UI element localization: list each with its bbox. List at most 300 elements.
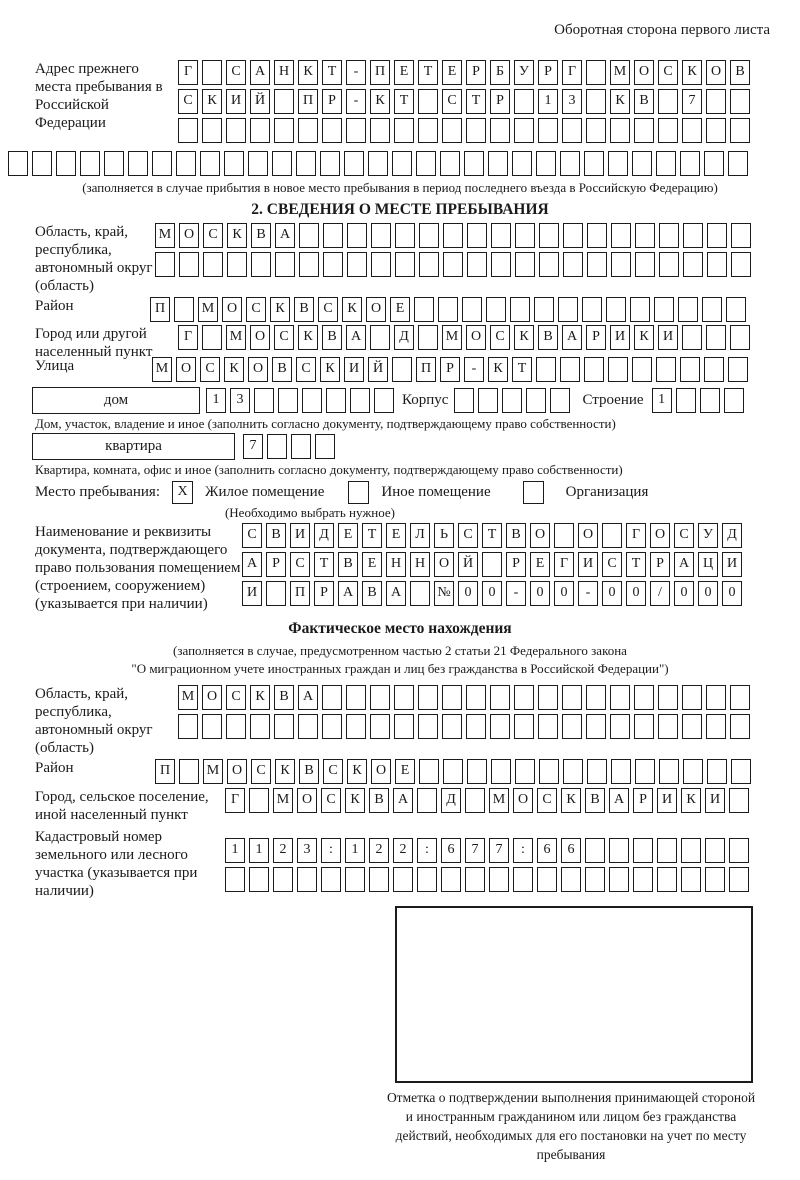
char-cell[interactable] xyxy=(443,252,463,277)
char-cell[interactable] xyxy=(274,118,294,143)
char-cell[interactable] xyxy=(730,89,750,114)
char-cell[interactable]: А xyxy=(609,788,629,813)
char-cell[interactable]: И xyxy=(705,788,725,813)
char-cell[interactable]: Д xyxy=(441,788,461,813)
char-cell[interactable] xyxy=(224,151,244,176)
char-cell[interactable] xyxy=(482,552,502,577)
char-cell[interactable]: А xyxy=(275,223,295,248)
char-cell[interactable]: В xyxy=(299,759,319,784)
char-cell[interactable]: А xyxy=(298,685,318,710)
char-cell[interactable]: И xyxy=(658,325,678,350)
char-cell[interactable]: 2 xyxy=(369,838,389,863)
char-cell[interactable]: С xyxy=(242,523,262,548)
char-cell[interactable] xyxy=(608,151,628,176)
char-cell[interactable] xyxy=(634,118,654,143)
char-cell[interactable]: Д xyxy=(722,523,742,548)
char-cell[interactable]: О xyxy=(297,788,317,813)
char-cell[interactable]: Е xyxy=(362,552,382,577)
char-cell[interactable] xyxy=(512,151,532,176)
char-cell[interactable] xyxy=(297,867,317,892)
char-cell[interactable]: 2 xyxy=(273,838,293,863)
char-cell[interactable]: М xyxy=(178,685,198,710)
char-cell[interactable] xyxy=(730,118,750,143)
char-cell[interactable]: 1 xyxy=(652,388,672,413)
char-cell[interactable] xyxy=(656,357,676,382)
cadastral-row-1[interactable] xyxy=(225,838,753,863)
char-cell[interactable]: К xyxy=(224,357,244,382)
char-cell[interactable]: К xyxy=(488,357,508,382)
char-cell[interactable] xyxy=(515,759,535,784)
char-cell[interactable] xyxy=(176,151,196,176)
char-cell[interactable]: С xyxy=(658,60,678,85)
char-cell[interactable] xyxy=(706,325,726,350)
char-cell[interactable]: С xyxy=(602,552,622,577)
char-cell[interactable] xyxy=(465,867,485,892)
char-cell[interactable]: В xyxy=(362,581,382,606)
char-cell[interactable]: Г xyxy=(225,788,245,813)
char-cell[interactable] xyxy=(536,151,556,176)
char-cell[interactable]: М xyxy=(610,60,630,85)
char-cell[interactable] xyxy=(538,685,558,710)
char-cell[interactable]: Т xyxy=(322,60,342,85)
char-cell[interactable] xyxy=(418,325,438,350)
char-cell[interactable]: М xyxy=(203,759,223,784)
char-cell[interactable]: Н xyxy=(386,552,406,577)
char-cell[interactable]: 6 xyxy=(537,838,557,863)
char-cell[interactable]: О xyxy=(179,223,199,248)
char-cell[interactable] xyxy=(680,357,700,382)
char-cell[interactable] xyxy=(656,151,676,176)
char-cell[interactable] xyxy=(200,151,220,176)
char-cell[interactable]: Р xyxy=(650,552,670,577)
char-cell[interactable] xyxy=(467,759,487,784)
char-cell[interactable]: 7 xyxy=(465,838,485,863)
char-cell[interactable] xyxy=(466,118,486,143)
char-cell[interactable]: 0 xyxy=(554,581,574,606)
char-cell[interactable] xyxy=(418,118,438,143)
char-cell[interactable]: С xyxy=(318,297,338,322)
char-cell[interactable]: О xyxy=(227,759,247,784)
char-cell[interactable] xyxy=(706,685,726,710)
char-cell[interactable]: О xyxy=(650,523,670,548)
char-cell[interactable] xyxy=(370,685,390,710)
char-cell[interactable] xyxy=(419,252,439,277)
char-cell[interactable]: С xyxy=(458,523,478,548)
char-cell[interactable] xyxy=(323,252,343,277)
char-cell[interactable]: А xyxy=(386,581,406,606)
char-cell[interactable] xyxy=(462,297,482,322)
char-cell[interactable] xyxy=(418,714,438,739)
char-cell[interactable] xyxy=(681,838,701,863)
char-cell[interactable]: С xyxy=(674,523,694,548)
char-cell[interactable]: О xyxy=(634,60,654,85)
char-cell[interactable] xyxy=(80,151,100,176)
char-cell[interactable]: Е xyxy=(530,552,550,577)
char-cell[interactable] xyxy=(682,685,702,710)
char-cell[interactable]: С xyxy=(178,89,198,114)
char-cell[interactable] xyxy=(454,388,474,413)
char-cell[interactable] xyxy=(728,357,748,382)
char-cell[interactable]: К xyxy=(320,357,340,382)
char-cell[interactable]: А xyxy=(393,788,413,813)
street-row[interactable] xyxy=(152,357,752,382)
char-cell[interactable] xyxy=(683,759,703,784)
char-cell[interactable] xyxy=(272,151,292,176)
char-cell[interactable] xyxy=(254,388,274,413)
char-cell[interactable]: О xyxy=(176,357,196,382)
char-cell[interactable] xyxy=(441,867,461,892)
char-cell[interactable] xyxy=(225,867,245,892)
char-cell[interactable]: 0 xyxy=(722,581,742,606)
char-cell[interactable] xyxy=(299,252,319,277)
char-cell[interactable]: И xyxy=(290,523,310,548)
char-cell[interactable]: 3 xyxy=(297,838,317,863)
char-cell[interactable] xyxy=(374,388,394,413)
char-cell[interactable]: - xyxy=(464,357,484,382)
char-cell[interactable] xyxy=(371,252,391,277)
char-cell[interactable] xyxy=(562,685,582,710)
char-cell[interactable]: С xyxy=(321,788,341,813)
char-cell[interactable]: - xyxy=(506,581,526,606)
char-cell[interactable]: 1 xyxy=(249,838,269,863)
char-cell[interactable] xyxy=(587,252,607,277)
char-cell[interactable] xyxy=(633,838,653,863)
char-cell[interactable] xyxy=(395,223,415,248)
char-cell[interactable] xyxy=(683,252,703,277)
char-cell[interactable]: О xyxy=(202,685,222,710)
char-cell[interactable]: М xyxy=(198,297,218,322)
char-cell[interactable] xyxy=(315,434,335,459)
char-cell[interactable] xyxy=(586,118,606,143)
char-cell[interactable] xyxy=(705,838,725,863)
char-cell[interactable] xyxy=(514,685,534,710)
char-cell[interactable] xyxy=(478,388,498,413)
char-cell[interactable] xyxy=(418,89,438,114)
char-cell[interactable] xyxy=(104,151,124,176)
char-cell[interactable] xyxy=(278,388,298,413)
char-cell[interactable] xyxy=(370,325,390,350)
char-cell[interactable] xyxy=(273,867,293,892)
actual-city-row[interactable] xyxy=(225,788,753,813)
char-cell[interactable] xyxy=(202,118,222,143)
char-cell[interactable]: К xyxy=(347,759,367,784)
char-cell[interactable] xyxy=(326,388,346,413)
char-cell[interactable]: М xyxy=(226,325,246,350)
char-cell[interactable] xyxy=(634,714,654,739)
char-cell[interactable]: К xyxy=(227,223,247,248)
char-cell[interactable]: С xyxy=(274,325,294,350)
prev-address-row-2[interactable] xyxy=(178,89,754,114)
char-cell[interactable] xyxy=(491,223,511,248)
char-cell[interactable] xyxy=(706,714,726,739)
char-cell[interactable] xyxy=(610,685,630,710)
char-cell[interactable] xyxy=(515,252,535,277)
char-cell[interactable] xyxy=(582,297,602,322)
char-cell[interactable] xyxy=(726,297,746,322)
char-cell[interactable] xyxy=(174,297,194,322)
char-cell[interactable] xyxy=(585,867,605,892)
char-cell[interactable] xyxy=(562,118,582,143)
char-cell[interactable] xyxy=(248,151,268,176)
char-cell[interactable] xyxy=(490,714,510,739)
char-cell[interactable] xyxy=(227,252,247,277)
char-cell[interactable] xyxy=(586,685,606,710)
char-cell[interactable] xyxy=(346,118,366,143)
char-cell[interactable]: О xyxy=(222,297,242,322)
char-cell[interactable] xyxy=(291,434,311,459)
char-cell[interactable]: И xyxy=(344,357,364,382)
char-cell[interactable]: В xyxy=(538,325,558,350)
char-cell[interactable]: Р xyxy=(506,552,526,577)
char-cell[interactable]: И xyxy=(242,581,262,606)
char-cell[interactable] xyxy=(443,759,463,784)
char-cell[interactable]: У xyxy=(698,523,718,548)
city-row[interactable] xyxy=(178,325,754,350)
char-cell[interactable] xyxy=(251,252,271,277)
char-cell[interactable] xyxy=(514,118,534,143)
char-cell[interactable] xyxy=(321,867,341,892)
char-cell[interactable]: У xyxy=(514,60,534,85)
char-cell[interactable] xyxy=(658,89,678,114)
char-cell[interactable] xyxy=(536,357,556,382)
char-cell[interactable]: Ц xyxy=(698,552,718,577)
char-cell[interactable] xyxy=(442,714,462,739)
char-cell[interactable]: 0 xyxy=(482,581,502,606)
char-cell[interactable]: Г xyxy=(562,60,582,85)
char-cell[interactable] xyxy=(368,151,388,176)
char-cell[interactable] xyxy=(729,838,749,863)
char-cell[interactable] xyxy=(250,118,270,143)
char-cell[interactable] xyxy=(534,297,554,322)
char-cell[interactable] xyxy=(514,89,534,114)
char-cell[interactable] xyxy=(515,223,535,248)
char-cell[interactable] xyxy=(539,223,559,248)
char-cell[interactable] xyxy=(322,714,342,739)
region-row-1[interactable] xyxy=(155,223,755,248)
char-cell[interactable]: О xyxy=(578,523,598,548)
char-cell[interactable] xyxy=(350,388,370,413)
char-cell[interactable]: № xyxy=(434,581,454,606)
char-cell[interactable] xyxy=(731,252,751,277)
char-cell[interactable] xyxy=(730,714,750,739)
char-cell[interactable] xyxy=(179,252,199,277)
char-cell[interactable]: 6 xyxy=(441,838,461,863)
char-cell[interactable]: К xyxy=(275,759,295,784)
char-cell[interactable] xyxy=(632,357,652,382)
char-cell[interactable] xyxy=(8,151,28,176)
char-cell[interactable]: : xyxy=(321,838,341,863)
char-cell[interactable] xyxy=(345,867,365,892)
char-cell[interactable]: - xyxy=(578,581,598,606)
char-cell[interactable]: 1 xyxy=(538,89,558,114)
region-row-2[interactable] xyxy=(155,252,755,277)
char-cell[interactable]: И xyxy=(578,552,598,577)
char-cell[interactable] xyxy=(178,714,198,739)
char-cell[interactable] xyxy=(706,118,726,143)
char-cell[interactable]: Т xyxy=(418,60,438,85)
char-cell[interactable]: С xyxy=(490,325,510,350)
char-cell[interactable]: К xyxy=(514,325,534,350)
char-cell[interactable] xyxy=(155,252,175,277)
char-cell[interactable] xyxy=(346,685,366,710)
char-cell[interactable] xyxy=(491,252,511,277)
char-cell[interactable] xyxy=(298,118,318,143)
char-cell[interactable]: 7 xyxy=(489,838,509,863)
char-cell[interactable] xyxy=(563,759,583,784)
char-cell[interactable] xyxy=(369,867,389,892)
char-cell[interactable] xyxy=(417,788,437,813)
char-cell[interactable]: Д xyxy=(394,325,414,350)
char-cell[interactable] xyxy=(466,714,486,739)
char-cell[interactable] xyxy=(602,523,622,548)
char-cell[interactable]: М xyxy=(489,788,509,813)
char-cell[interactable] xyxy=(586,714,606,739)
char-cell[interactable] xyxy=(419,223,439,248)
char-cell[interactable] xyxy=(700,388,720,413)
char-cell[interactable]: И xyxy=(722,552,742,577)
char-cell[interactable] xyxy=(347,223,367,248)
char-cell[interactable]: Е xyxy=(386,523,406,548)
char-cell[interactable] xyxy=(440,151,460,176)
char-cell[interactable] xyxy=(302,388,322,413)
cadastral-row-2[interactable] xyxy=(225,867,753,892)
char-cell[interactable]: 7 xyxy=(243,434,263,459)
char-cell[interactable] xyxy=(539,759,559,784)
char-cell[interactable] xyxy=(202,714,222,739)
char-cell[interactable] xyxy=(609,838,629,863)
char-cell[interactable]: Б xyxy=(490,60,510,85)
char-cell[interactable]: Т xyxy=(482,523,502,548)
char-cell[interactable]: 1 xyxy=(206,388,226,413)
char-cell[interactable]: Е xyxy=(338,523,358,548)
char-cell[interactable]: К xyxy=(370,89,390,114)
char-cell[interactable] xyxy=(414,297,434,322)
char-cell[interactable]: К xyxy=(298,325,318,350)
char-cell[interactable]: Е xyxy=(394,60,414,85)
char-cell[interactable] xyxy=(554,523,574,548)
char-cell[interactable]: О xyxy=(530,523,550,548)
char-cell[interactable] xyxy=(514,714,534,739)
char-cell[interactable] xyxy=(394,685,414,710)
char-cell[interactable]: Р xyxy=(266,552,286,577)
char-cell[interactable]: Р xyxy=(322,89,342,114)
char-cell[interactable]: А xyxy=(562,325,582,350)
char-cell[interactable] xyxy=(466,685,486,710)
char-cell[interactable]: П xyxy=(298,89,318,114)
char-cell[interactable] xyxy=(323,223,343,248)
char-cell[interactable] xyxy=(322,118,342,143)
char-cell[interactable]: В xyxy=(266,523,286,548)
char-cell[interactable] xyxy=(250,714,270,739)
char-cell[interactable] xyxy=(611,252,631,277)
char-cell[interactable]: В xyxy=(272,357,292,382)
char-cell[interactable] xyxy=(394,714,414,739)
char-cell[interactable] xyxy=(489,867,509,892)
char-cell[interactable] xyxy=(635,759,655,784)
char-cell[interactable] xyxy=(730,685,750,710)
stroenie-row[interactable] xyxy=(652,388,748,413)
char-cell[interactable] xyxy=(486,297,506,322)
char-cell[interactable] xyxy=(584,357,604,382)
char-cell[interactable]: Т xyxy=(362,523,382,548)
char-cell[interactable] xyxy=(179,759,199,784)
organization-checkbox[interactable] xyxy=(523,481,544,504)
document-row-2[interactable] xyxy=(242,552,746,577)
char-cell[interactable]: К xyxy=(250,685,270,710)
char-cell[interactable]: - xyxy=(346,89,366,114)
char-cell[interactable]: Д xyxy=(314,523,334,548)
char-cell[interactable] xyxy=(680,151,700,176)
char-cell[interactable] xyxy=(490,685,510,710)
char-cell[interactable]: О xyxy=(466,325,486,350)
char-cell[interactable]: И xyxy=(657,788,677,813)
char-cell[interactable]: В xyxy=(294,297,314,322)
char-cell[interactable] xyxy=(707,223,727,248)
char-cell[interactable]: И xyxy=(610,325,630,350)
char-cell[interactable] xyxy=(730,325,750,350)
char-cell[interactable]: Р xyxy=(633,788,653,813)
char-cell[interactable]: С xyxy=(537,788,557,813)
char-cell[interactable] xyxy=(371,223,391,248)
char-cell[interactable] xyxy=(611,223,631,248)
char-cell[interactable]: В xyxy=(274,685,294,710)
char-cell[interactable]: О xyxy=(250,325,270,350)
char-cell[interactable] xyxy=(558,297,578,322)
char-cell[interactable] xyxy=(128,151,148,176)
char-cell[interactable] xyxy=(298,714,318,739)
char-cell[interactable]: Р xyxy=(440,357,460,382)
prev-address-row-1[interactable] xyxy=(178,60,754,85)
char-cell[interactable]: Й xyxy=(368,357,388,382)
char-cell[interactable]: Ь xyxy=(434,523,454,548)
char-cell[interactable] xyxy=(320,151,340,176)
char-cell[interactable] xyxy=(537,867,557,892)
document-row-3[interactable] xyxy=(242,581,746,606)
char-cell[interactable] xyxy=(370,714,390,739)
char-cell[interactable]: О xyxy=(706,60,726,85)
char-cell[interactable]: Р xyxy=(490,89,510,114)
char-cell[interactable]: В xyxy=(322,325,342,350)
char-cell[interactable]: 7 xyxy=(682,89,702,114)
char-cell[interactable]: Т xyxy=(626,552,646,577)
char-cell[interactable] xyxy=(658,714,678,739)
char-cell[interactable] xyxy=(702,297,722,322)
char-cell[interactable] xyxy=(410,581,430,606)
char-cell[interactable] xyxy=(418,685,438,710)
char-cell[interactable] xyxy=(249,867,269,892)
char-cell[interactable] xyxy=(419,759,439,784)
char-cell[interactable] xyxy=(635,252,655,277)
char-cell[interactable]: Г xyxy=(178,325,198,350)
char-cell[interactable]: К xyxy=(345,788,365,813)
house-type-box[interactable]: дом xyxy=(32,387,200,414)
char-cell[interactable]: М xyxy=(152,357,172,382)
char-cell[interactable] xyxy=(658,685,678,710)
char-cell[interactable] xyxy=(609,867,629,892)
char-cell[interactable] xyxy=(226,118,246,143)
char-cell[interactable]: С xyxy=(251,759,271,784)
char-cell[interactable]: С xyxy=(290,552,310,577)
char-cell[interactable]: Т xyxy=(314,552,334,577)
char-cell[interactable] xyxy=(608,357,628,382)
actual-district-row[interactable] xyxy=(155,759,755,784)
char-cell[interactable]: О xyxy=(248,357,268,382)
char-cell[interactable]: К xyxy=(682,60,702,85)
char-cell[interactable] xyxy=(586,60,606,85)
char-cell[interactable] xyxy=(683,223,703,248)
char-cell[interactable] xyxy=(587,223,607,248)
char-cell[interactable]: М xyxy=(273,788,293,813)
